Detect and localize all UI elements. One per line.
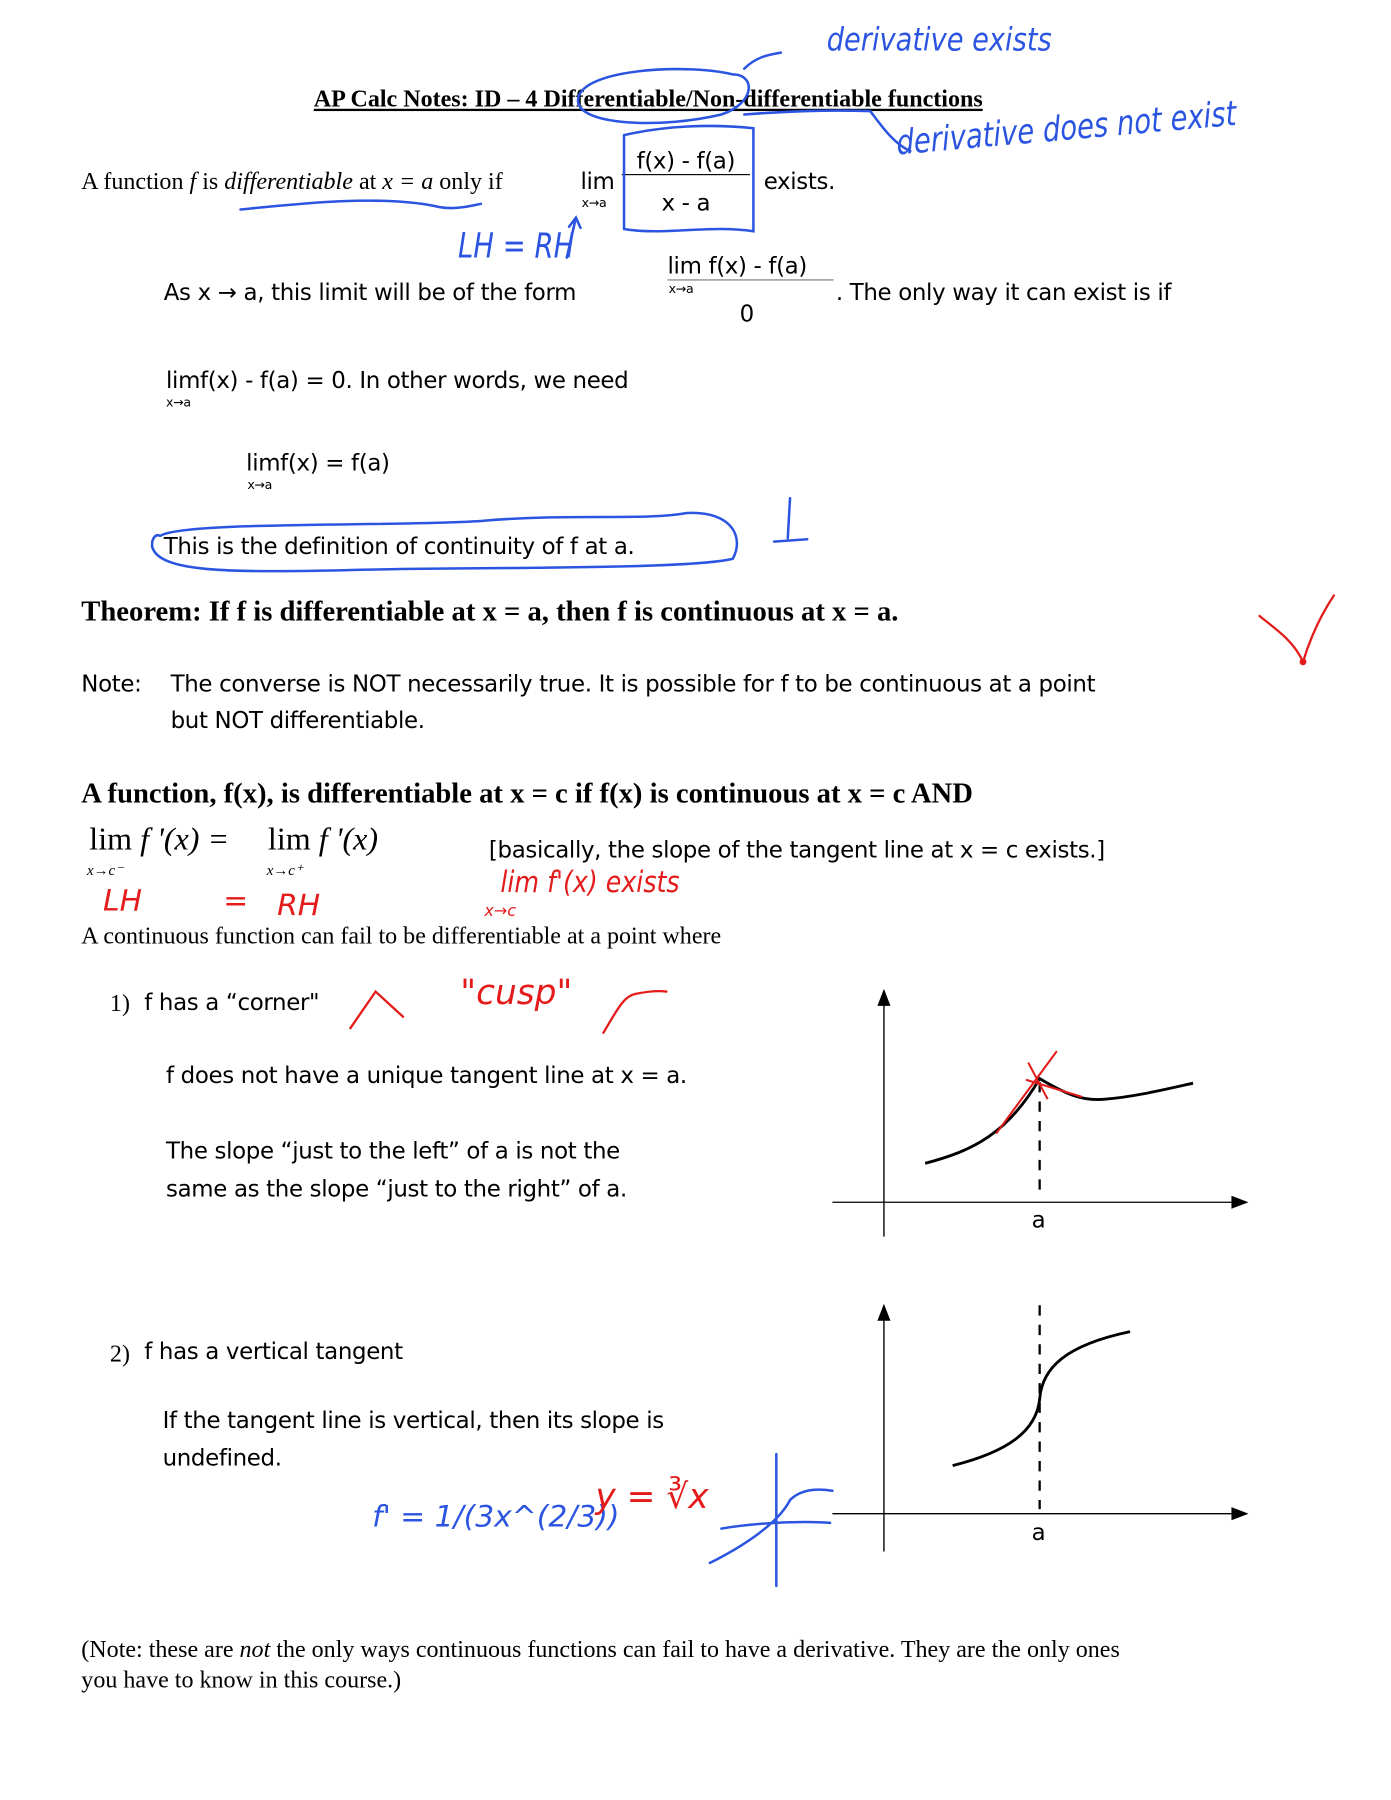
difference-quotient-numerator: f(x) - f(a) [622,147,750,176]
underline-differentiable [240,201,480,210]
handwritten-rh: RH [277,888,321,923]
form-denominator: 0 [739,299,754,328]
x-axis-arrow-icon [1232,1197,1247,1208]
handwritten-lh-equals-rh: LH = RH [458,226,575,267]
text: the only ways continuous functions can fail to have a derivative. They are the only ones [270,1635,1120,1663]
case-1-line-1: f does not have a unique tangent line at x = a. [166,1061,687,1089]
handwritten-limit-subscript: x→c [484,902,517,921]
fail-intro: A continuous function can fail to be differentiable at a point where [81,921,722,950]
handwritten-limit-exists: lim f'(x) exists [500,865,680,900]
graph-corner [832,990,1246,1236]
corner-curve [925,1079,1193,1164]
graph-vertical-tangent [832,1305,1246,1551]
x-axis-arrow-icon [1232,1508,1247,1519]
lim-label: lim [580,167,615,195]
text: A function [81,167,190,195]
only-way-text: . The only way it can exist is if [835,278,1172,306]
case-1-label: f has a “corner" [144,988,320,1016]
perpendicular-mark [774,498,807,542]
y-axis-arrow-icon [878,1305,889,1320]
note-line-2: but NOT differentiable. [170,706,425,734]
cusp-sketch [603,991,666,1033]
circle-differentiable-annotation [578,53,781,123]
exists-text: exists. [763,167,836,195]
text: f '(x) [318,822,379,858]
right-limit-subscript: x→c⁺ [266,861,303,879]
difference-quotient-denominator: x - a [661,188,711,217]
text: differentiable [224,167,353,195]
continuity-definition: This is the definition of continuity of f at a. [163,532,635,560]
corner-sketch [350,992,403,1029]
text: lim [246,448,281,477]
text: f '(x) = [140,822,230,858]
text: at [352,167,383,195]
graph-2-a-label: a [1031,1518,1046,1546]
text: f(x) - f(a) = 0. In other words, we need [200,366,629,394]
vertical-tangent-curve [953,1332,1130,1466]
form-numerator: lim f(x) - f(a) [668,252,834,281]
text: not [239,1635,271,1663]
handwritten-cusp: "cusp" [460,973,573,1014]
differentiability-definition: A function, f(x), is differentiable at x = c if f(x) is continuous at x = c AND [81,778,973,810]
case-1-number: 1) [109,989,130,1017]
as-x-approaches-a-text: As x → a, this limit will be of the form [163,278,577,306]
case-2-line-1: If the tangent line is vertical, then its slope is [162,1406,664,1434]
graph-1-a-label: a [1031,1205,1046,1234]
handwritten-equals: = [223,883,249,919]
limit-subscript: x→a [247,477,273,493]
case-2-number: 2) [109,1339,130,1368]
page-title: AP Calc Notes: ID – 4 Differentiable/Non-differentiable functions [313,84,983,113]
arrow-to-lim [567,218,581,258]
checkmark-dot [1300,658,1307,665]
oval-continuity-definition [152,513,737,571]
handwritten-fprime-formula: f' = 1/(3x^(2/3)) [372,1499,620,1535]
y-axis-arrow-icon [878,990,889,1005]
limit-subscript: x→a [166,395,191,410]
case-1-line-2: The slope “just to the left” of a is not the [166,1136,620,1165]
text: (Note: these are [81,1635,240,1663]
cube-root-sketch [710,1454,833,1586]
lim-subscript: x→a [581,195,607,211]
text: lim [89,822,133,858]
handwritten-lh: LH [103,883,143,919]
box-around-quotient [624,126,753,231]
text: lim [267,822,311,858]
handwritten-derivative-exists: derivative exists [826,20,1052,59]
text: x = a [382,167,434,195]
text: f [189,167,197,195]
form-subscript: x→a [668,281,694,297]
text: lim [166,366,201,394]
text: is [196,167,225,195]
case-2-line-2: undefined. [162,1443,282,1472]
note-line-1: The converse is NOT necessarily true. It is possible for f to be continuous at a point [170,669,1096,698]
handwritten-derivative-not-exist: derivative does not exist [895,93,1238,164]
footnote-line-2: you have to know in this course.) [81,1665,402,1694]
text: f(x) = f(a) [280,448,390,477]
left-limit-subscript: x→c⁻ [87,861,123,879]
case-2-label: f has a vertical tangent [144,1337,403,1365]
checkmark-icon [1260,595,1334,661]
case-1-line-3: same as the slope “just to the right” of a. [166,1174,627,1203]
theorem: Theorem: If f is differentiable at x = a, then f is continuous at x = a. [81,596,899,628]
underline-non-differentiable [744,111,910,152]
text: only if [433,167,503,195]
handwritten-cube-root: y = ∛x [595,1477,709,1518]
basically-note: [basically, the slope of the tangent line at x = c exists.] [488,835,1105,864]
note-label: Note: [81,669,142,698]
